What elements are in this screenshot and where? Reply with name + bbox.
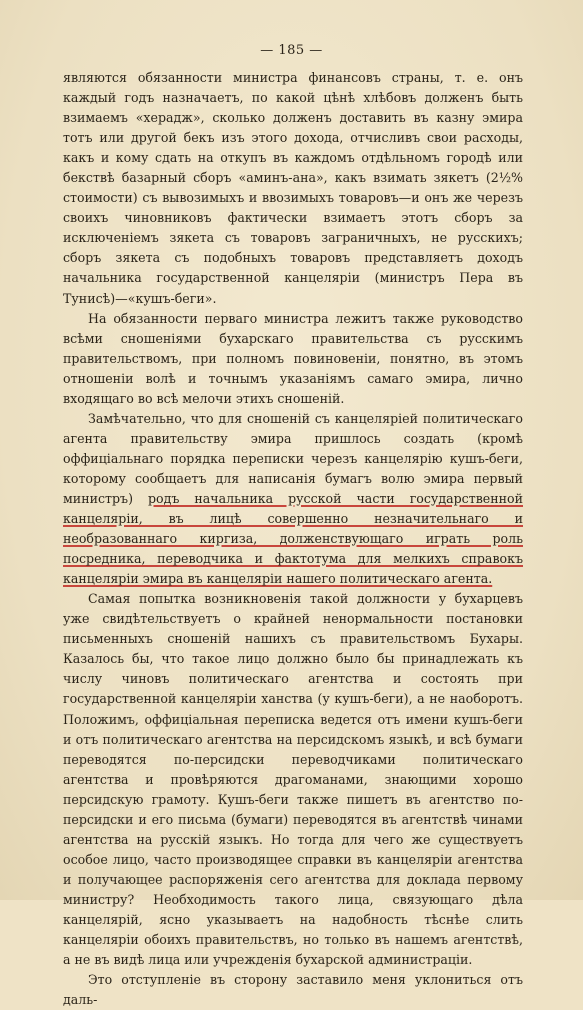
page-body xyxy=(63,68,523,1010)
paragraph-1: являются обязанности министра финансовъ страны, т. е. онъ каждый годъ назначаетъ, по какой цѣнѣ хлѣбовъ долженъ быть взимаемъ «херадж», сколько долженъ доставить въ казну эмира тотъ или другой бекъ изъ этого дохода, отчисливъ свои расходы, какъ и кому сдать на откупъ въ каждомъ отдѣльномъ городѣ или бекствѣ базарный сборъ «аминъ-ана», какъ взимать зякетъ (2½% стоимости) съ вывозимыхъ и ввозимыхъ товаровъ—и онъ же черезъ своихъ чиновниковъ фактически взимаетъ этотъ сборъ за исключеніемъ зякета съ товаровъ заграничныхъ, не русскихъ; сборъ зякета съ подобныхъ товаровъ представляетъ доходъ начальника государственной канцеляріи (министръ Пера въ Тунисѣ)—«кушъ-беги». xyxy=(63,70,523,306)
paragraph-5: Это отступленіе въ сторону заставило меня уклониться отъ даль- xyxy=(63,972,523,1008)
paragraph-2: На обязанности перваго министра лежитъ также руководство всѣми сношеніями бухарскаго правительства съ русскимъ правительствомъ, при полномъ повиновеніи, понятно, въ этомъ отношеніи волѣ и точнымъ указаніямъ самаго эмира, лично входящаго во всѣ мелочи этихъ сношеній. xyxy=(63,310,523,406)
page-number: — 185 — xyxy=(260,43,323,58)
paragraph-3-text: Замѣчательно, что для сношеній съ канцеляріей политическаго агента правительству эмира пришлось создать (кромѣ оффиціальнаго порядка переписки черезъ канцелярію кушъ-беги, которому сообщаетъ для написанія бумагъ волю эмира первый министръ) xyxy=(63,410,523,506)
paragraph-4: Самая попытка возникновенія такой должности у бухарцевъ уже свидѣтельствуетъ о крайней ненормальности постановки письменныхъ сношеній нашихъ съ правительствомъ Бухары. Казалось бы, что такое лицо должно было бы принадлежать къ числу чиновъ политическаго агентства и состоять при государственной канцеляріи ханства (у кушъ-беги), а не наоборотъ. Положимъ, оффиціальная переписка ведется отъ имени кушъ-беги и отъ политическаго агентства на персидскомъ языкѣ, и всѣ бумаги переводятся по-персидски переводчиками политическаго агентства и провѣряются драгоманами, знающими хорошо персидскую грамоту. Кушъ-беги также пишетъ въ агентство по-персидски и его письма (бумаги) переводятся въ агентствѣ чинами агентства на русскій языкъ. Но тогда для чего же существуетъ особое лицо, часто производящее справки въ канцеляріи агентства и получающее распоряженія сего агентства для доклада первому министру? Необходимость такого лица, связующаго дѣла канцелярій, ясно указываетъ на надобность тѣснѣе слить канцеляріи обоихъ правительствъ, но только въ нашемъ агентствѣ, а не въ видѣ лица или учрежденія бухарской администраціи. xyxy=(63,591,523,968)
underlined-passage: родъ начальника русской части государственной канцеляріи, въ лицѣ совершенно незначительнаго и необразованнаго киргиза, долженствующаго играть роль посредника, переводчика и фактотума для мелкихъ справокъ канцеляріи эмира въ канцеляріи нашего политическаго агента. xyxy=(63,490,523,587)
paragraph-3 xyxy=(63,409,523,589)
